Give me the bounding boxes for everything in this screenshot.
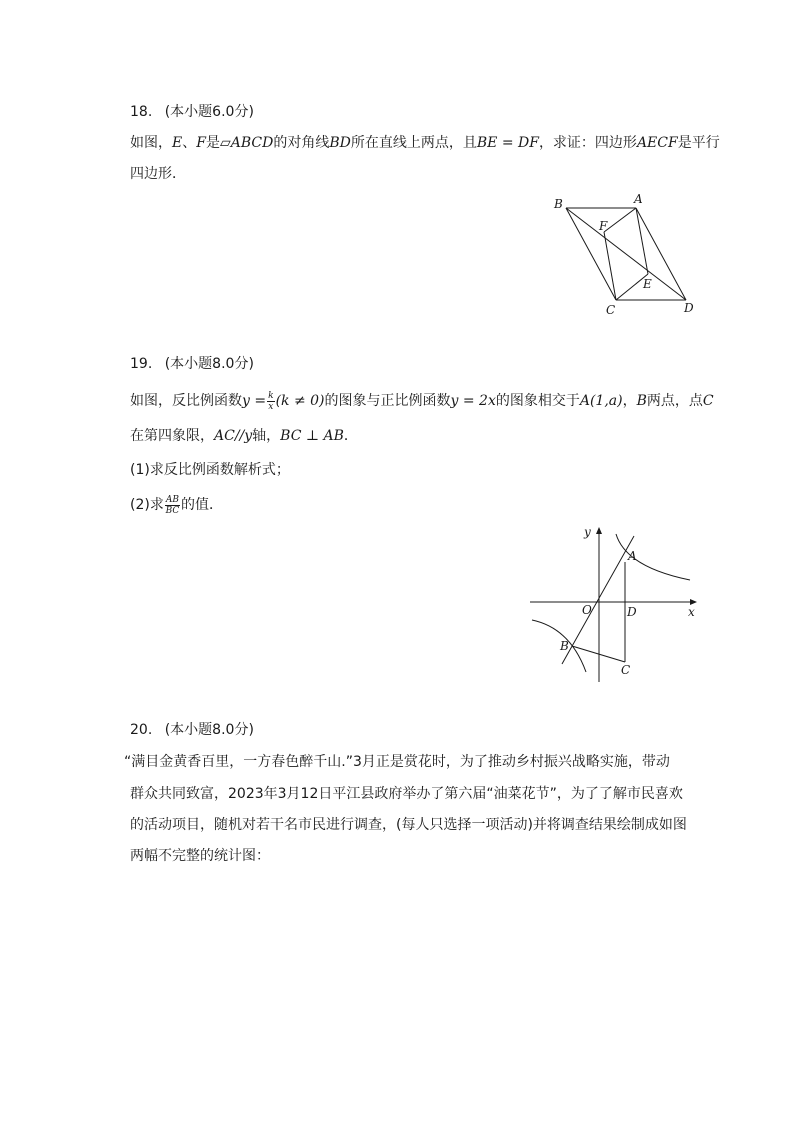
q19-line-2 — [130, 426, 358, 446]
q19-line-1 — [130, 389, 714, 413]
q18-text: 所在直线上两点，且 — [350, 135, 477, 151]
q19-point-b: B — [636, 393, 647, 409]
q19-bc-perp-ab: BC ⊥ AB — [280, 428, 344, 444]
q19-text: ． — [343, 428, 358, 444]
q18-bd: BD — [329, 135, 351, 151]
q20-score: (本小题8.0分) — [164, 722, 254, 738]
q19-text: 的图象相交于 — [495, 393, 580, 409]
fraction-numerator: k — [268, 390, 274, 401]
q19-number: 19. — [130, 356, 153, 372]
segment-af — [604, 208, 636, 232]
label-f: F — [599, 219, 608, 233]
q19-figure — [530, 522, 700, 687]
q19-text: ， — [622, 393, 637, 409]
q19-part-2 — [130, 492, 223, 518]
q19-heading — [130, 354, 254, 374]
q19-text: 轴， — [252, 428, 281, 444]
label-e: E — [643, 277, 652, 291]
q18-text: 如图， — [130, 135, 172, 151]
fraction-numerator: AB — [165, 494, 179, 505]
q18-text: ，求证：四边形 — [538, 135, 637, 151]
q19-text: 两点，点 — [646, 393, 703, 409]
hyperbola-branch-q3 — [532, 620, 586, 672]
label-d: D — [684, 301, 694, 315]
q20-heading — [130, 720, 254, 740]
q20-line-1: “满目金黄香百里，一方春色醉千山.”3月正是赏花时，为了推动乡村振兴战略实施，带动 — [124, 754, 670, 770]
axis-label-y: y — [584, 525, 591, 539]
label-b: B — [554, 197, 563, 211]
label-d: D — [627, 605, 637, 619]
q20-line-3: 的活动项目，随机对若干名市民进行调查，(每人只选择一项活动)并将调查结果绘制成如图 — [130, 817, 687, 833]
q18-figure — [550, 190, 700, 320]
label-b: B — [560, 639, 569, 653]
label-a: A — [634, 192, 643, 206]
segment-cb — [566, 208, 616, 300]
fraction-k-over-x — [267, 391, 274, 412]
q19-condition: (k ≠ 0) — [275, 393, 325, 409]
q18-line-2: 四边形． — [130, 166, 186, 182]
q19-point-c: C — [702, 393, 714, 409]
q18-abcd: ABCD — [230, 135, 274, 151]
q18-be-df: BE = DF — [476, 135, 539, 151]
q18-text: 是平行 — [677, 135, 720, 151]
q19-text: 的值． — [180, 497, 223, 513]
q19-point-a: A(1,a) — [579, 393, 623, 409]
q19-text: (2)求 — [130, 497, 164, 513]
q19-score: (本小题8.0分) — [164, 356, 254, 372]
parallelogram-symbol: ▱ — [219, 135, 231, 151]
label-c: C — [621, 663, 631, 677]
diagonal-bd — [566, 208, 686, 300]
q19-text: 的图象与正比例函数 — [324, 393, 451, 409]
q20-line-4: 两幅不完整的统计图： — [130, 848, 270, 864]
q20-number: 20. — [130, 722, 153, 738]
q18-text: 是 — [205, 135, 220, 151]
q18-number: 18. — [130, 104, 153, 120]
fraction-ab-over-bc — [165, 495, 180, 516]
segment-ae — [636, 208, 648, 274]
q18-text: 、 — [182, 135, 197, 151]
q19-text: 在第四象限， — [130, 428, 214, 444]
label-origin: O — [582, 603, 592, 617]
line-y-2x — [562, 536, 634, 664]
fraction-denominator: BC — [165, 505, 180, 516]
q19-y-2x: y = 2x — [450, 393, 496, 409]
q19-part-1: (1)求反比例函数解析式； — [130, 462, 290, 478]
q19-text: 如图，反比例函数 — [130, 393, 242, 409]
axis-label-x: x — [688, 605, 695, 619]
label-a: A — [628, 549, 637, 563]
label-c: C — [606, 303, 616, 317]
q18-aecf: AECF — [636, 135, 678, 151]
q18-line-1 — [130, 133, 720, 153]
q20-line-2: 群众共同致富，2023年3月12日平江县政府举办了第六届“油菜花节”，为了了解市民喜欢 — [130, 786, 683, 802]
q18-point-e: E — [172, 135, 183, 151]
fraction-denominator: x — [268, 401, 274, 412]
q18-point-f: F — [196, 135, 206, 151]
q19-ac-parallel-y: AC//y — [214, 428, 253, 444]
q19-y-eq: y = — [242, 393, 267, 409]
q18-text: 的对角线 — [273, 135, 330, 151]
q18-score: (本小题6.0分) — [164, 104, 254, 120]
q18-heading — [130, 102, 254, 122]
